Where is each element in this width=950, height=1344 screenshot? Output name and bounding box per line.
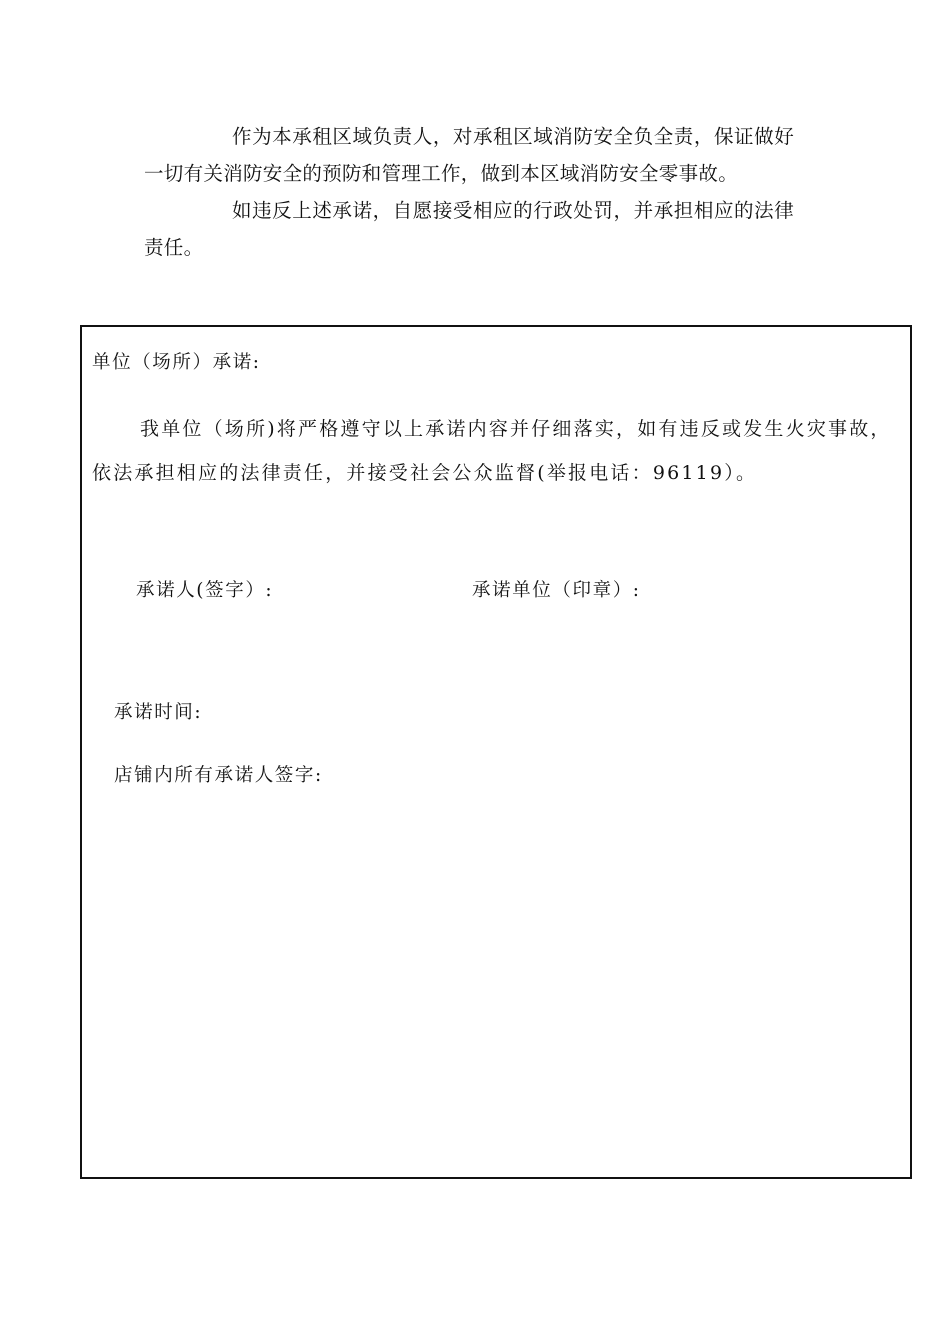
commitment-heading: 单位（场所）承诺:	[92, 352, 261, 373]
commitment-box	[80, 325, 912, 1179]
all-signers-label: 店铺内所有承诺人签字:	[114, 765, 323, 786]
intro-section	[144, 118, 794, 266]
intro-paragraph-penalty: 如违反上述承诺，自愿接受相应的行政处罚，并承担相应的法律责任。	[144, 199, 794, 259]
commitment-body: 我单位（场所)将严格遵守以上承诺内容并仔细落实，如有违反或发生火灾事故，依法承担相应的法律责任，并接受社会公众监督(举报电话：96119）。	[92, 418, 892, 484]
signer-signature-label: 承诺人(签字）:	[136, 580, 274, 601]
commitment-time-label: 承诺时间:	[114, 702, 203, 723]
intro-paragraph-responsibility: 作为本承租区域负责人，对承租区域消防安全负全责，保证做好一切有关消防安全的预防和管理工作，做到本区域消防安全零事故。	[144, 125, 794, 185]
unit-seal-label: 承诺单位（印章）:	[472, 580, 641, 601]
